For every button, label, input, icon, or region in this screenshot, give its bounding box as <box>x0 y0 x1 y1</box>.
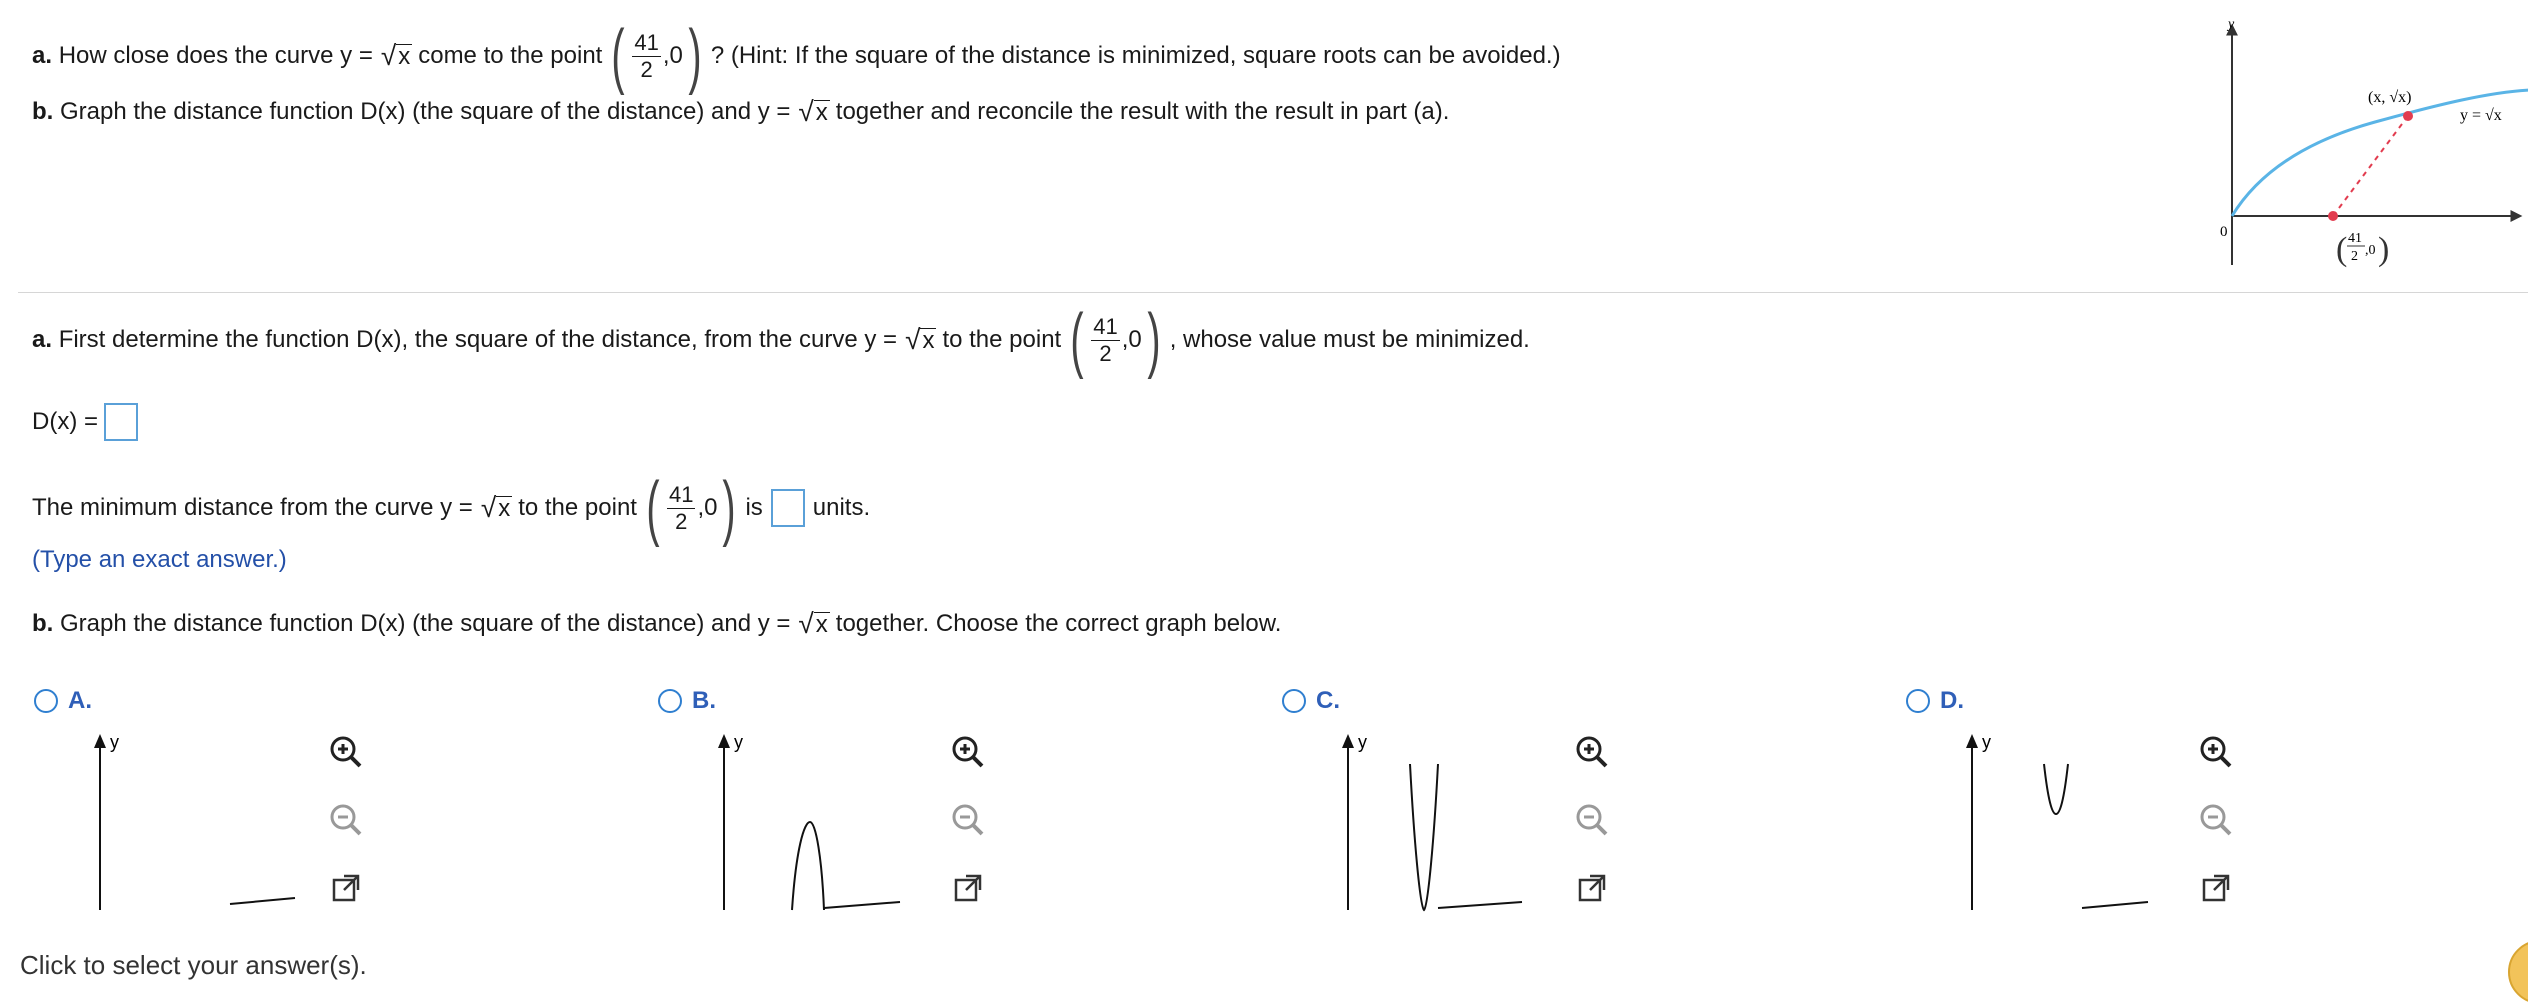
sqrt-curve <box>230 898 295 904</box>
distance-curve <box>2044 764 2068 814</box>
external-link-icon <box>1576 872 1608 904</box>
zoom-in-button[interactable] <box>326 732 366 772</box>
answer-text: First determine the function D(x), the square of the distance, from the curve y = <box>58 326 898 353</box>
dx-answer-input[interactable] <box>104 403 138 441</box>
dx-row <box>32 400 146 444</box>
radio-button[interactable] <box>34 689 58 713</box>
popout-button[interactable] <box>1572 868 1612 908</box>
origin-label: 0 <box>2220 224 2228 240</box>
option-c-radio[interactable] <box>1282 686 1340 716</box>
min-distance-input[interactable] <box>771 489 805 527</box>
y-axis-label: y <box>734 732 743 752</box>
svg-text:,0: ,0 <box>2365 243 2376 258</box>
zoom-in-button[interactable] <box>948 732 988 772</box>
zoom-in-button[interactable] <box>1572 732 1612 772</box>
zoom-out-icon <box>1574 802 1610 838</box>
answer-part-a <box>32 300 1530 380</box>
answer-b-label: b. <box>32 610 54 637</box>
reference-figure <box>2200 10 2528 290</box>
sqrt-curve <box>1438 902 1522 908</box>
answer-text: , whose value must be minimized. <box>1169 326 1530 353</box>
svg-text:2: 2 <box>2351 249 2358 264</box>
question-text: together and reconcile the result with the result in part (a). <box>835 98 1450 125</box>
y-axis-arrow <box>1966 734 1978 748</box>
point-expression: ( $\frac{41}{2}$ ,0 ) <box>611 16 702 96</box>
external-link-icon <box>952 872 984 904</box>
answer-text: to the point <box>518 494 637 521</box>
zoom-in-icon <box>950 734 986 770</box>
zoom-out-icon <box>2198 802 2234 838</box>
option-label: A. <box>68 687 92 714</box>
option-label: C. <box>1316 687 1340 714</box>
radio-button[interactable] <box>1906 689 1930 713</box>
target-point <box>2328 211 2338 221</box>
option-d-radio[interactable] <box>1906 686 1964 716</box>
svg-text:): ) <box>2378 231 2390 268</box>
zoom-in-button[interactable] <box>2196 732 2236 772</box>
answer-text: units. <box>812 494 871 521</box>
part-b-label: b. <box>32 98 54 125</box>
y-axis-arrow <box>1342 734 1354 748</box>
sqrt-expression: √ x <box>798 95 828 127</box>
zoom-out-icon <box>950 802 986 838</box>
answer-text: is <box>745 494 763 521</box>
y-axis-label: y <box>110 732 119 752</box>
y-axis-label: y <box>1358 732 1367 752</box>
question-text: Graph the distance function D(x) (the square of the distance) and y = <box>60 98 791 125</box>
option-d-graph[interactable] <box>1952 730 2182 920</box>
y-axis-arrow <box>94 734 106 748</box>
question-part-b <box>32 92 1449 132</box>
option-b-radio[interactable] <box>658 686 716 716</box>
zoom-out-icon <box>328 802 364 838</box>
curve-label: y = √x <box>2460 107 2502 124</box>
y-axis-label: y <box>2228 17 2235 32</box>
curve-point-label: (x, √x) <box>2368 89 2412 106</box>
footer-instruction: Click to select your answer(s). <box>20 950 367 980</box>
svg-text:41: 41 <box>2348 231 2362 246</box>
hint-text: ? (Hint: If the square of the distance is minimized, square roots can be avoided.) <box>710 42 1561 69</box>
dx-label: D(x) = <box>32 408 98 435</box>
option-label: B. <box>692 687 716 714</box>
zoom-out-button[interactable] <box>2196 800 2236 840</box>
option-a-graph[interactable] <box>80 730 310 920</box>
option-a-radio[interactable] <box>34 686 92 716</box>
question-text: come to the point <box>418 42 603 69</box>
curve-point <box>2403 111 2413 121</box>
sqrt-curve <box>824 902 900 908</box>
sqrt-expression: √ x <box>380 39 411 71</box>
section-divider <box>18 292 2528 293</box>
exact-answer-hint: (Type an exact answer.) <box>32 546 287 573</box>
zoom-out-button[interactable] <box>326 800 366 840</box>
option-b-graph[interactable] <box>704 730 934 920</box>
sqrt-expression: √ x <box>480 491 511 523</box>
zoom-out-button[interactable] <box>948 800 988 840</box>
zoom-in-icon <box>328 734 364 770</box>
point-expression: ( $\frac{41}{2}$ ,0 ) <box>646 468 737 548</box>
help-button[interactable] <box>2508 940 2528 1004</box>
option-c-graph[interactable] <box>1328 730 1558 920</box>
answer-a-label: a. <box>32 326 53 353</box>
point-expression: ( $\frac{41}{2}$ ,0 ) <box>1070 300 1161 380</box>
sqrt-curve <box>2082 902 2148 908</box>
popout-button[interactable] <box>948 868 988 908</box>
answer-text: to the point <box>942 326 1062 353</box>
answer-text: Graph the distance function D(x) (the square of the distance) and y = <box>60 610 791 637</box>
external-link-icon <box>330 872 362 904</box>
zoom-out-button[interactable] <box>1572 800 1612 840</box>
radio-button[interactable] <box>1282 689 1306 713</box>
answer-text: The minimum distance from the curve y = <box>32 494 473 521</box>
popout-button[interactable] <box>2196 868 2236 908</box>
popout-button[interactable] <box>326 868 366 908</box>
radio-button[interactable] <box>658 689 682 713</box>
target-point-label <box>2336 231 2389 268</box>
question-text: How close does the curve y = <box>58 42 373 69</box>
answer-part-b <box>32 604 1281 644</box>
svg-text:(: ( <box>2336 231 2348 268</box>
zoom-in-icon <box>2198 734 2234 770</box>
distance-curve <box>1410 764 1438 910</box>
question-part-a <box>32 16 1561 96</box>
sqrt-expression: √ x <box>798 607 828 639</box>
distance-curve <box>792 822 824 910</box>
sqrt-expression: √ x <box>905 323 935 355</box>
option-label: D. <box>1940 687 1964 714</box>
y-axis-arrow <box>718 734 730 748</box>
min-distance-row <box>32 468 871 548</box>
external-link-icon <box>2200 872 2232 904</box>
answer-text: together. Choose the correct graph below. <box>835 610 1282 637</box>
part-a-label: a. <box>32 42 53 69</box>
y-axis-label: y <box>1982 732 1991 752</box>
zoom-in-icon <box>1574 734 1610 770</box>
